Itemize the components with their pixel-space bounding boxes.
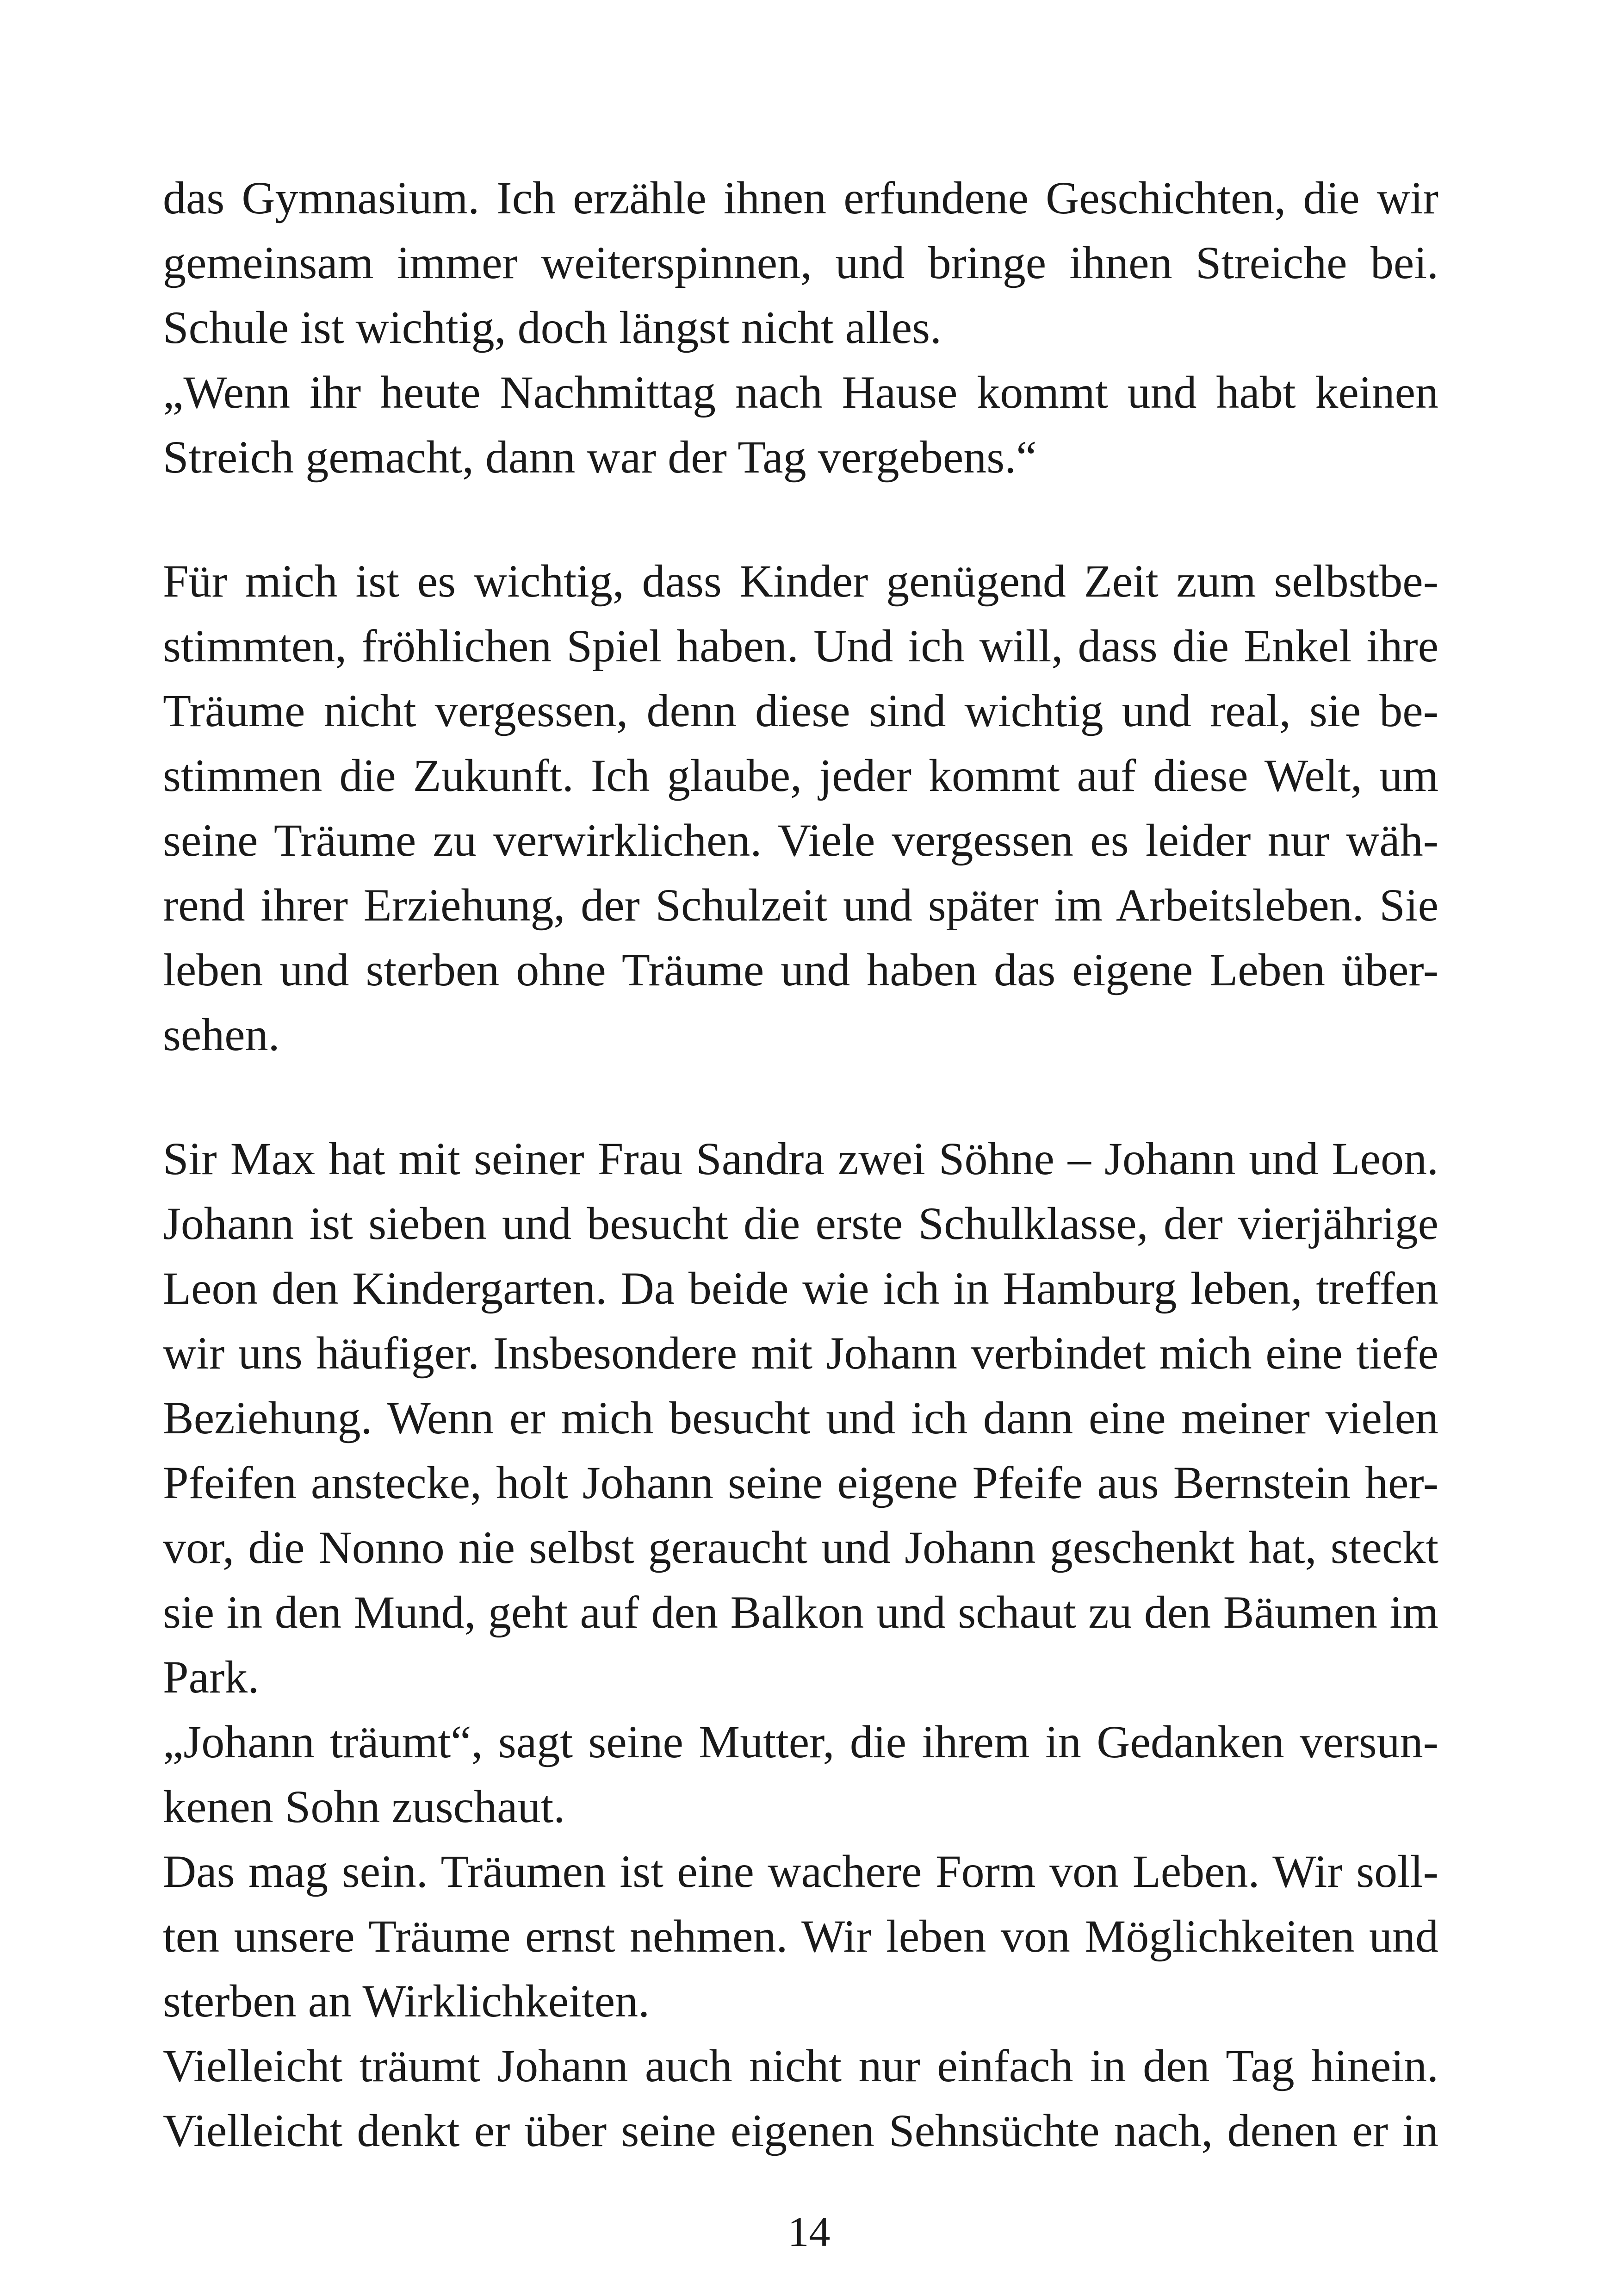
text-line: gemeinsam immer weiterspinnen, und bringe ihnen Streiche bei.: [163, 237, 1438, 288]
text-line: das Gymnasium. Ich erzähle ihnen erfundene Geschichten, die wir: [163, 172, 1438, 224]
text-line: stimmten, fröhlichen Spiel haben. Und ich will, dass die Enkel ihre: [163, 620, 1438, 672]
text-line: Pfeifen anstecke, holt Johann seine eigene Pfeife aus Bernstein her-: [163, 1457, 1438, 1508]
text-line: Park.: [163, 1651, 260, 1703]
text-line: Sir Max hat mit seiner Frau Sandra zwei Söhne – Johann und Leon.: [163, 1133, 1438, 1184]
text-line: Leon den Kindergarten. Da beide wie ich in Hamburg leben, treffen: [163, 1263, 1438, 1314]
text-line: „Wenn ihr heute Nachmittag nach Hause kommt und habt keinen: [163, 367, 1438, 418]
text-line: vor, die Nonno nie selbst geraucht und Johann geschenkt hat, steckt: [163, 1522, 1438, 1573]
page-number: 14: [787, 2208, 831, 2255]
text-line: Schule ist wichtig, doch längst nicht alles.: [163, 302, 942, 353]
text-line: sterben an Wirklichkeiten.: [163, 1975, 650, 2027]
text-line: Vielleicht denkt er über seine eigenen Sehnsüchte nach, denen er in: [163, 2105, 1438, 2156]
text-line: stimmen die Zukunft. Ich glaube, jeder kommt auf diese Welt, um: [163, 750, 1438, 801]
text-line: leben und sterben ohne Träume und haben das eigene Leben über-: [163, 944, 1438, 996]
text-line: Das mag sein. Träumen ist eine wachere Form von Leben. Wir soll-: [163, 1846, 1438, 1897]
text-line: sehen.: [163, 1009, 280, 1060]
text-line: Streich gemacht, dann war der Tag vergebens.“: [163, 431, 1037, 483]
text-line: Träume nicht vergessen, denn diese sind wichtig und real, sie be-: [163, 685, 1438, 736]
text-line: Für mich ist es wichtig, dass Kinder genügend Zeit zum selbstbe-: [163, 555, 1438, 607]
text-line: kenen Sohn zuschaut.: [163, 1781, 565, 1832]
text-line: Vielleicht träumt Johann auch nicht nur einfach in den Tag hinein.: [163, 2040, 1438, 2091]
text-line: seine Träume zu verwirklichen. Viele vergessen es leider nur wäh-: [163, 815, 1438, 866]
text-line: sie in den Mund, geht auf den Balkon und schaut zu den Bäumen im: [163, 1587, 1438, 1638]
text-line: „Johann träumt“, sagt seine Mutter, die ihrem in Gedanken versun-: [163, 1716, 1438, 1767]
text-line: ten unsere Träume ernst nehmen. Wir leben von Möglichkeiten und: [163, 1910, 1438, 1962]
text-line: Beziehung. Wenn er mich besucht und ich dann eine meiner vielen: [163, 1392, 1438, 1444]
text-line: Johann ist sieben und besucht die erste Schulklasse, der vierjährige: [163, 1198, 1438, 1249]
text-line: rend ihrer Erziehung, der Schulzeit und später im Arbeitsleben. Sie: [163, 879, 1438, 931]
text-line: wir uns häufiger. Insbesondere mit Johann verbindet mich eine tiefe: [163, 1327, 1438, 1379]
